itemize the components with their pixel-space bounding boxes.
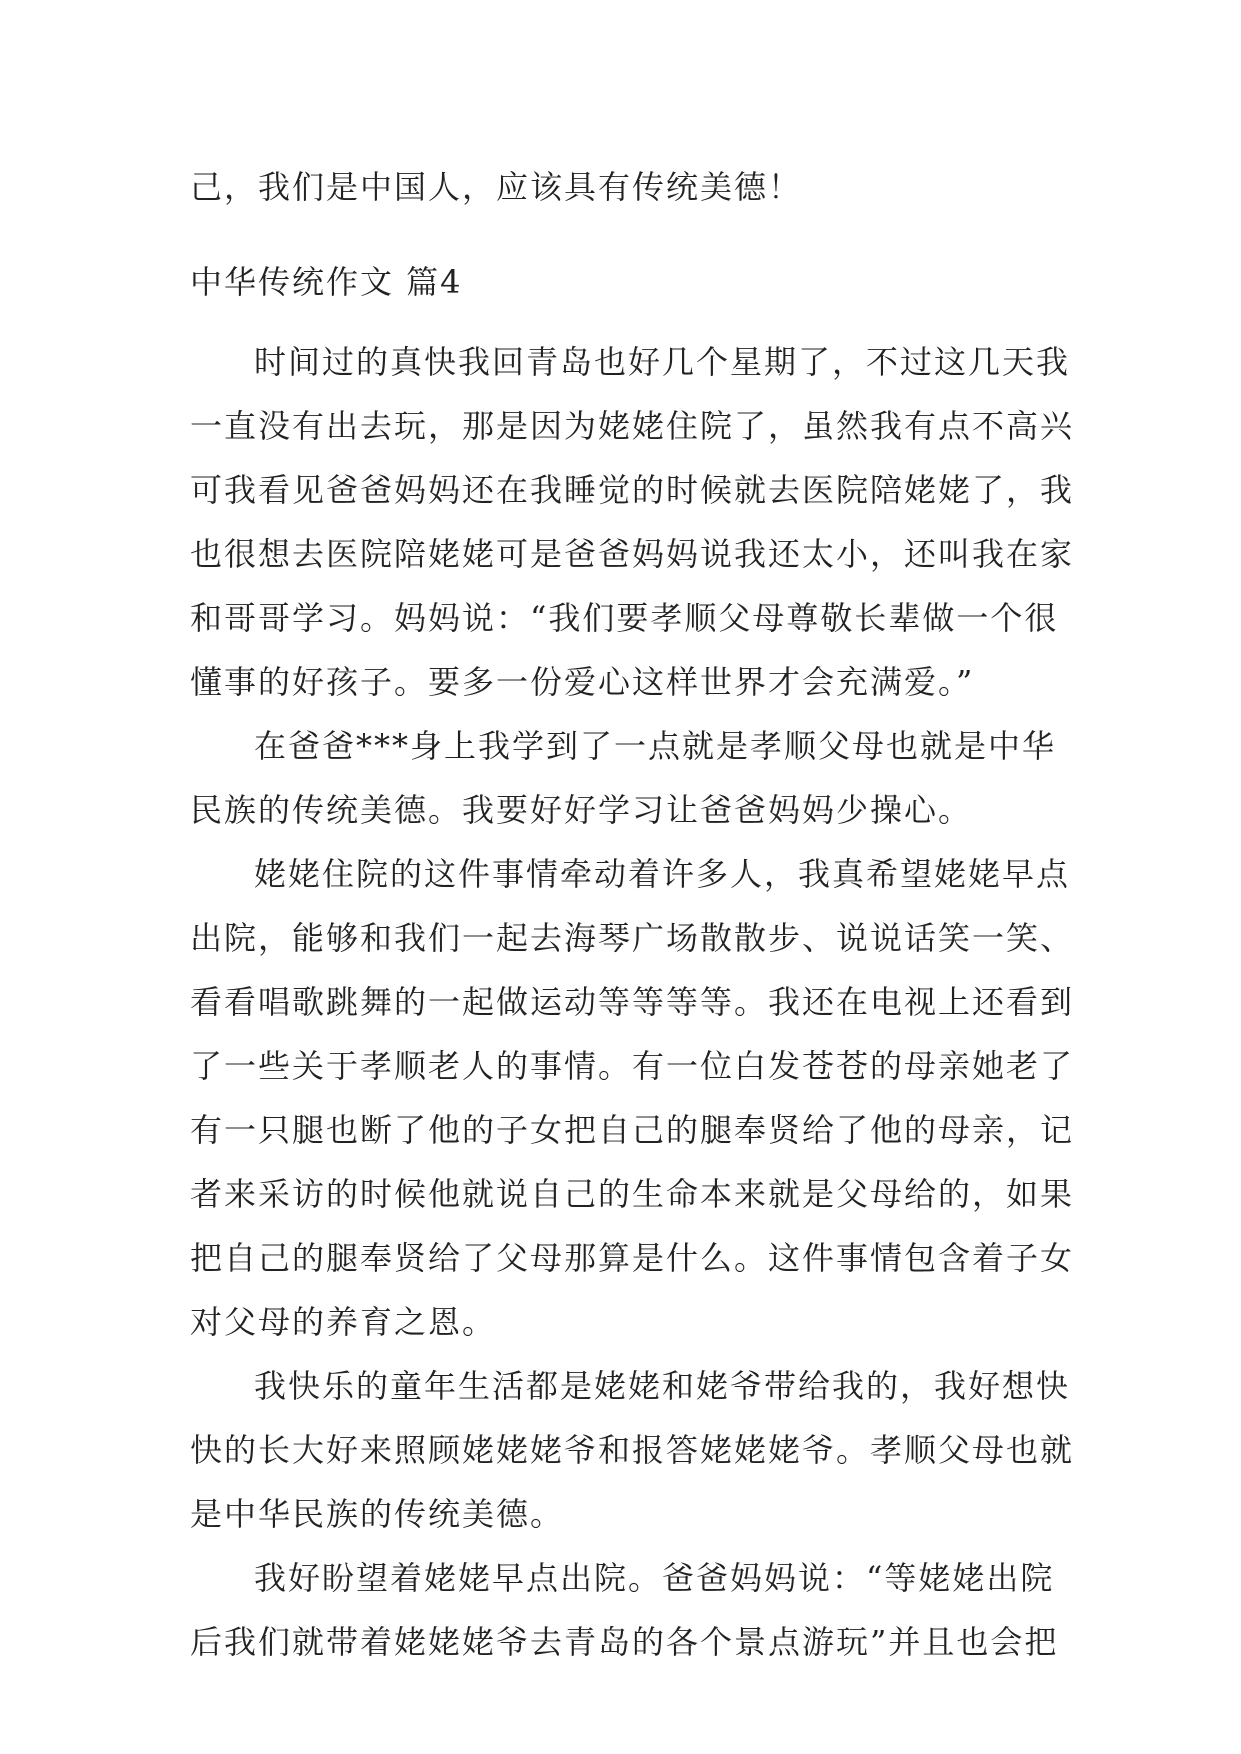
- paragraph-line: 民族的传统美德。我要好好学习让爸爸妈妈少操心。: [190, 791, 973, 829]
- paragraph-line: 我好盼望着姥姥早点出院。爸爸妈妈说：“等姥姥出院: [254, 1559, 1055, 1597]
- paragraph-line: 时间过的真快我回青岛也好几个星期了，不过这几天我: [254, 343, 1071, 381]
- paragraph-5: [190, 1546, 1060, 1674]
- paragraph-line: 和哥哥学习。妈妈说：“我们要孝顺父母尊敬长辈做一个很: [190, 599, 1059, 637]
- paragraph-3: [190, 842, 1075, 1354]
- paragraph-line: 出院，能够和我们一起去海琴广场散散步、说说话笑一笑、: [190, 919, 1075, 957]
- essay-body: [190, 330, 1075, 1674]
- paragraph-line: 快的长大好来照顾姥姥姥爷和报答姥姥姥爷。孝顺父母也就: [190, 1431, 1075, 1469]
- paragraph-line: 姥姥住院的这件事情牵动着许多人，我真希望姥姥早点: [254, 855, 1071, 893]
- paragraph-line: 懂事的好孩子。要多一份爱心这样世界才会充满爱。”: [190, 663, 975, 701]
- paragraph-line: 一直没有出去玩，那是因为姥姥住院了，虽然我有点不高兴: [190, 407, 1075, 445]
- paragraph-line: 了一些关于孝顺老人的事情。有一位白发苍苍的母亲她老了: [190, 1047, 1075, 1085]
- paragraph-line: 可我看见爸爸妈妈还在我睡觉的时候就去医院陪姥姥了，我: [190, 471, 1075, 509]
- carry-over-line: 己，我们是中国人，应该具有传统美德！: [190, 168, 803, 206]
- paragraph-2: [190, 714, 1060, 842]
- paragraph-1: [190, 330, 1075, 714]
- paragraph-line: 在爸爸***身上我学到了一点就是孝顺父母也就是中华: [254, 727, 1057, 765]
- section-heading: 中华传统作文 篇4: [190, 263, 463, 301]
- paragraph-line: 者来采访的时候他就说自己的生命本来就是父母给的，如果: [190, 1175, 1075, 1213]
- paragraph-line: 看看唱歌跳舞的一起做运动等等等等。我还在电视上还看到: [190, 983, 1075, 1021]
- paragraph-line: 我快乐的童年生活都是姥姥和姥爷带给我的，我好想快: [254, 1367, 1071, 1405]
- paragraph-line: 是中华民族的传统美德。: [190, 1495, 565, 1533]
- paragraph-line: 有一只腿也断了他的子女把自己的腿奉贤给了他的母亲，记: [190, 1111, 1075, 1149]
- paragraph-line: 把自己的腿奉贤给了父母那算是什么。这件事情包含着子女: [190, 1239, 1075, 1277]
- paragraph-line: 后我们就带着姥姥姥爷去青岛的各个景点游玩”并且也会把: [190, 1623, 1059, 1661]
- paragraph-line: 对父母的养育之恩。: [190, 1303, 497, 1341]
- paragraph-4: [190, 1354, 1075, 1546]
- paragraph-line: 也很想去医院陪姥姥可是爸爸妈妈说我还太小，还叫我在家: [190, 535, 1075, 573]
